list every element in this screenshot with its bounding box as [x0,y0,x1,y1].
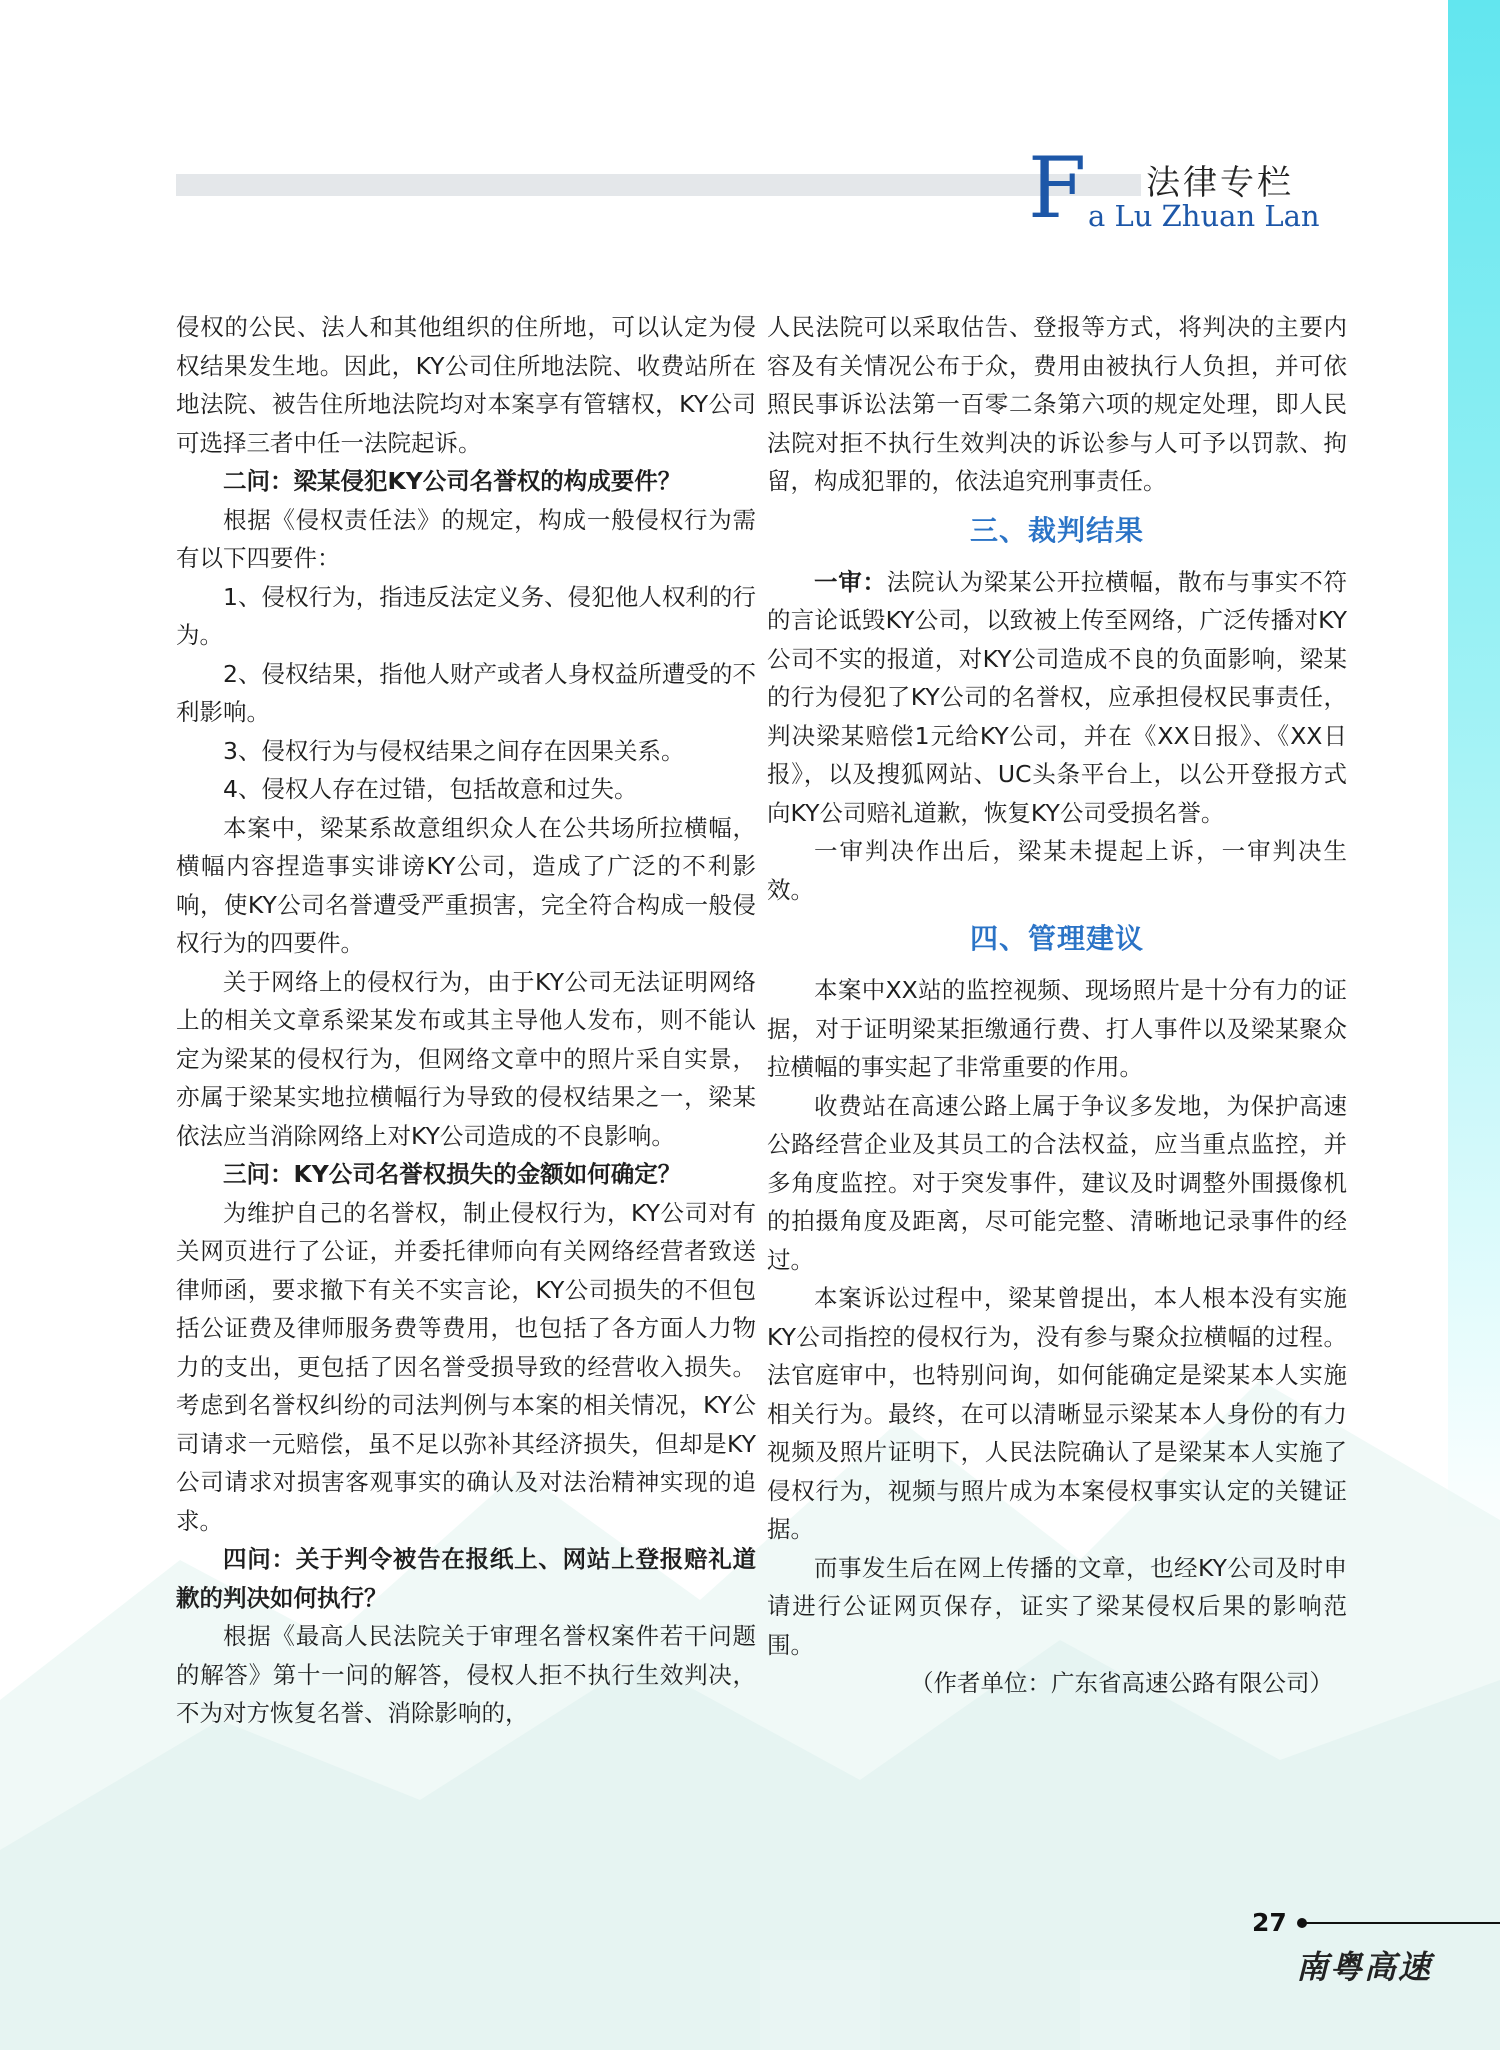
body-paragraph: 本案中，梁某系故意组织众人在公共场所拉横幅，横幅内容捏造事实诽谤KY公司，造成了广泛的不利影响，使KY公司名誉遭受严重损害，完全符合构成一般侵权行为的四要件。 [176,813,756,957]
body-paragraph: 根据《侵权责任法》的规定，构成一般侵权行为需有以下四要件： [176,505,756,572]
body-paragraph [767,563,1347,833]
body-paragraph: 根据《最高人民法院关于审理名誉权案件若干问题的解答》第十一问的解答，侵权人拒不执行生效判决，不为对方恢复名誉、消除影响的， [176,1622,756,1727]
column-initial-letter: F [1028,139,1087,237]
body-paragraph: 2、侵权结果，指他人财产或者人身权益所遭受的不利影响。 [176,659,756,726]
question-heading: 四问：关于判令被告在报纸上、网站上登报赔礼道歉的判决如何执行？ [176,1545,756,1612]
body-paragraph: 侵权的公民、法人和其他组织的住所地，可以认定为侵权结果发生地。因此，KY公司住所地法院、收费站所在地法院、被告住所地法院均对本案享有管辖权，KY公司可选择三者中任一法院起诉。 [176,313,756,457]
body-paragraph: 人民法院可以采取估告、登报等方式，将判决的主要内容及有关情况公布于众，费用由被执行人负担，并可依照民事诉讼法第一百零二条第六项的规定处理，即人民法院对拒不执行生效判决的诉讼参与人可予以罚款、拘留，构成犯罪的，依法追究刑事责任。 [767,313,1347,495]
body-paragraph: 一审判决作出后，梁某未提起上诉，一审判决生效。 [767,837,1347,904]
section-heading: 四、管理建议 [969,922,1144,955]
question-heading: 三问：KY公司名誉权损失的金额如何确定？ [223,1160,682,1188]
article-right-column [767,308,1347,1703]
paragraph-lead: 一审： [814,567,887,596]
author-affiliation: （作者单位：广东省高速公路有限公司） [910,1669,1333,1697]
magazine-logo: 南粤高速 [1296,1948,1433,1986]
header-rule-bar [176,174,1141,196]
article-left-column [176,308,756,1733]
body-paragraph: 为维护自己的名誉权，制止侵权行为，KY公司对有关网页进行了公证，并委托律师向有关网络经营者致送律师函，要求撤下有关不实言论，KY公司损失的不但包括公证费及律师服务费等费用，也包括了各方面人力物力的支出，更包括了因名誉受损导致的经营收入损失。考虑到名誉权纠纷的司法判例与本案的相关情况，KY公司请求一元赔偿，虽不足以弥补其经济损失，但却是KY公司请求对损害客观事实的确认及对法治精神实现的追求。 [176,1198,756,1535]
body-paragraph: 4、侵权人存在过错，包括故意和过失。 [223,775,638,803]
body-paragraph: 本案诉讼过程中，梁某曾提出，本人根本没有实施KY公司指控的侵权行为，没有参与聚众拉横幅的过程。法官庭审中，也特别问询，如何能确定是梁某本人实施相关行为。最终，在可以清晰显示梁某本人身份的有力视频及照片证明下，人民法院确认了是梁某本人实施了侵权行为，视频与照片成为本案侵权事实认定的关键证据。 [767,1284,1347,1543]
body-paragraph: 本案中XX站的监控视频、现场照片是十分有力的证据，对于证明梁某拒缴通行费、打人事件以及梁某聚众拉横幅的事实起了非常重要的作用。 [767,976,1347,1081]
column-title: 法律专栏 [1146,163,1294,203]
section-heading: 三、裁判结果 [969,513,1144,547]
body-paragraph: 而事发生后在网上传播的文章，也经KY公司及时申请进行公证网页保存，证实了梁某侵权后果的影响范围。 [767,1553,1347,1659]
paragraph-text: 法院认为梁某公开拉横幅，散布与事实不符的言论诋毁KY公司，以致被上传至网络，广泛传播对KY公司不实的报道，对KY公司造成不良的负面影响，梁某的行为侵犯了KY公司的名誉权，应承担侵权民事责任，判决梁某赔偿1元给KY公司，并在《XX日报》、《XX日报》，以及搜狐网站、UC头条平台上，以公开登报方式向KY公司赔礼道歉，恢复KY公司受损名誉。 [767,567,1348,827]
column-pinyin: a Lu Zhuan Lan [1088,199,1320,233]
footer-rule [1306,1922,1500,1924]
question-heading: 二问：梁某侵犯KY公司名誉权的构成要件？ [223,467,682,495]
body-paragraph: 收费站在高速公路上属于争议多发地，为保护高速公路经营企业及其员工的合法权益，应当重点监控，并多角度监控。对于突发事件，建议及时调整外围摄像机的拍摄角度及距离，尽可能完整、清晰地记录事件的经过。 [767,1091,1347,1274]
body-paragraph: 1、侵权行为，指违反法定义务、侵犯他人权利的行为。 [176,582,756,649]
body-paragraph: 3、侵权行为与侵权结果之间存在因果关系。 [223,736,685,765]
body-paragraph: 关于网络上的侵权行为，由于KY公司无法证明网络上的相关文章系梁某发布或其主导他人发布，则不能认定为梁某的侵权行为，但网络文章中的照片采自实景，亦属于梁某实地拉横幅行为导致的侵权结果之一，梁某依法应当消除网络上对KY公司造成的不良影响。 [176,967,756,1150]
page-number: 27 [1252,1908,1287,1937]
